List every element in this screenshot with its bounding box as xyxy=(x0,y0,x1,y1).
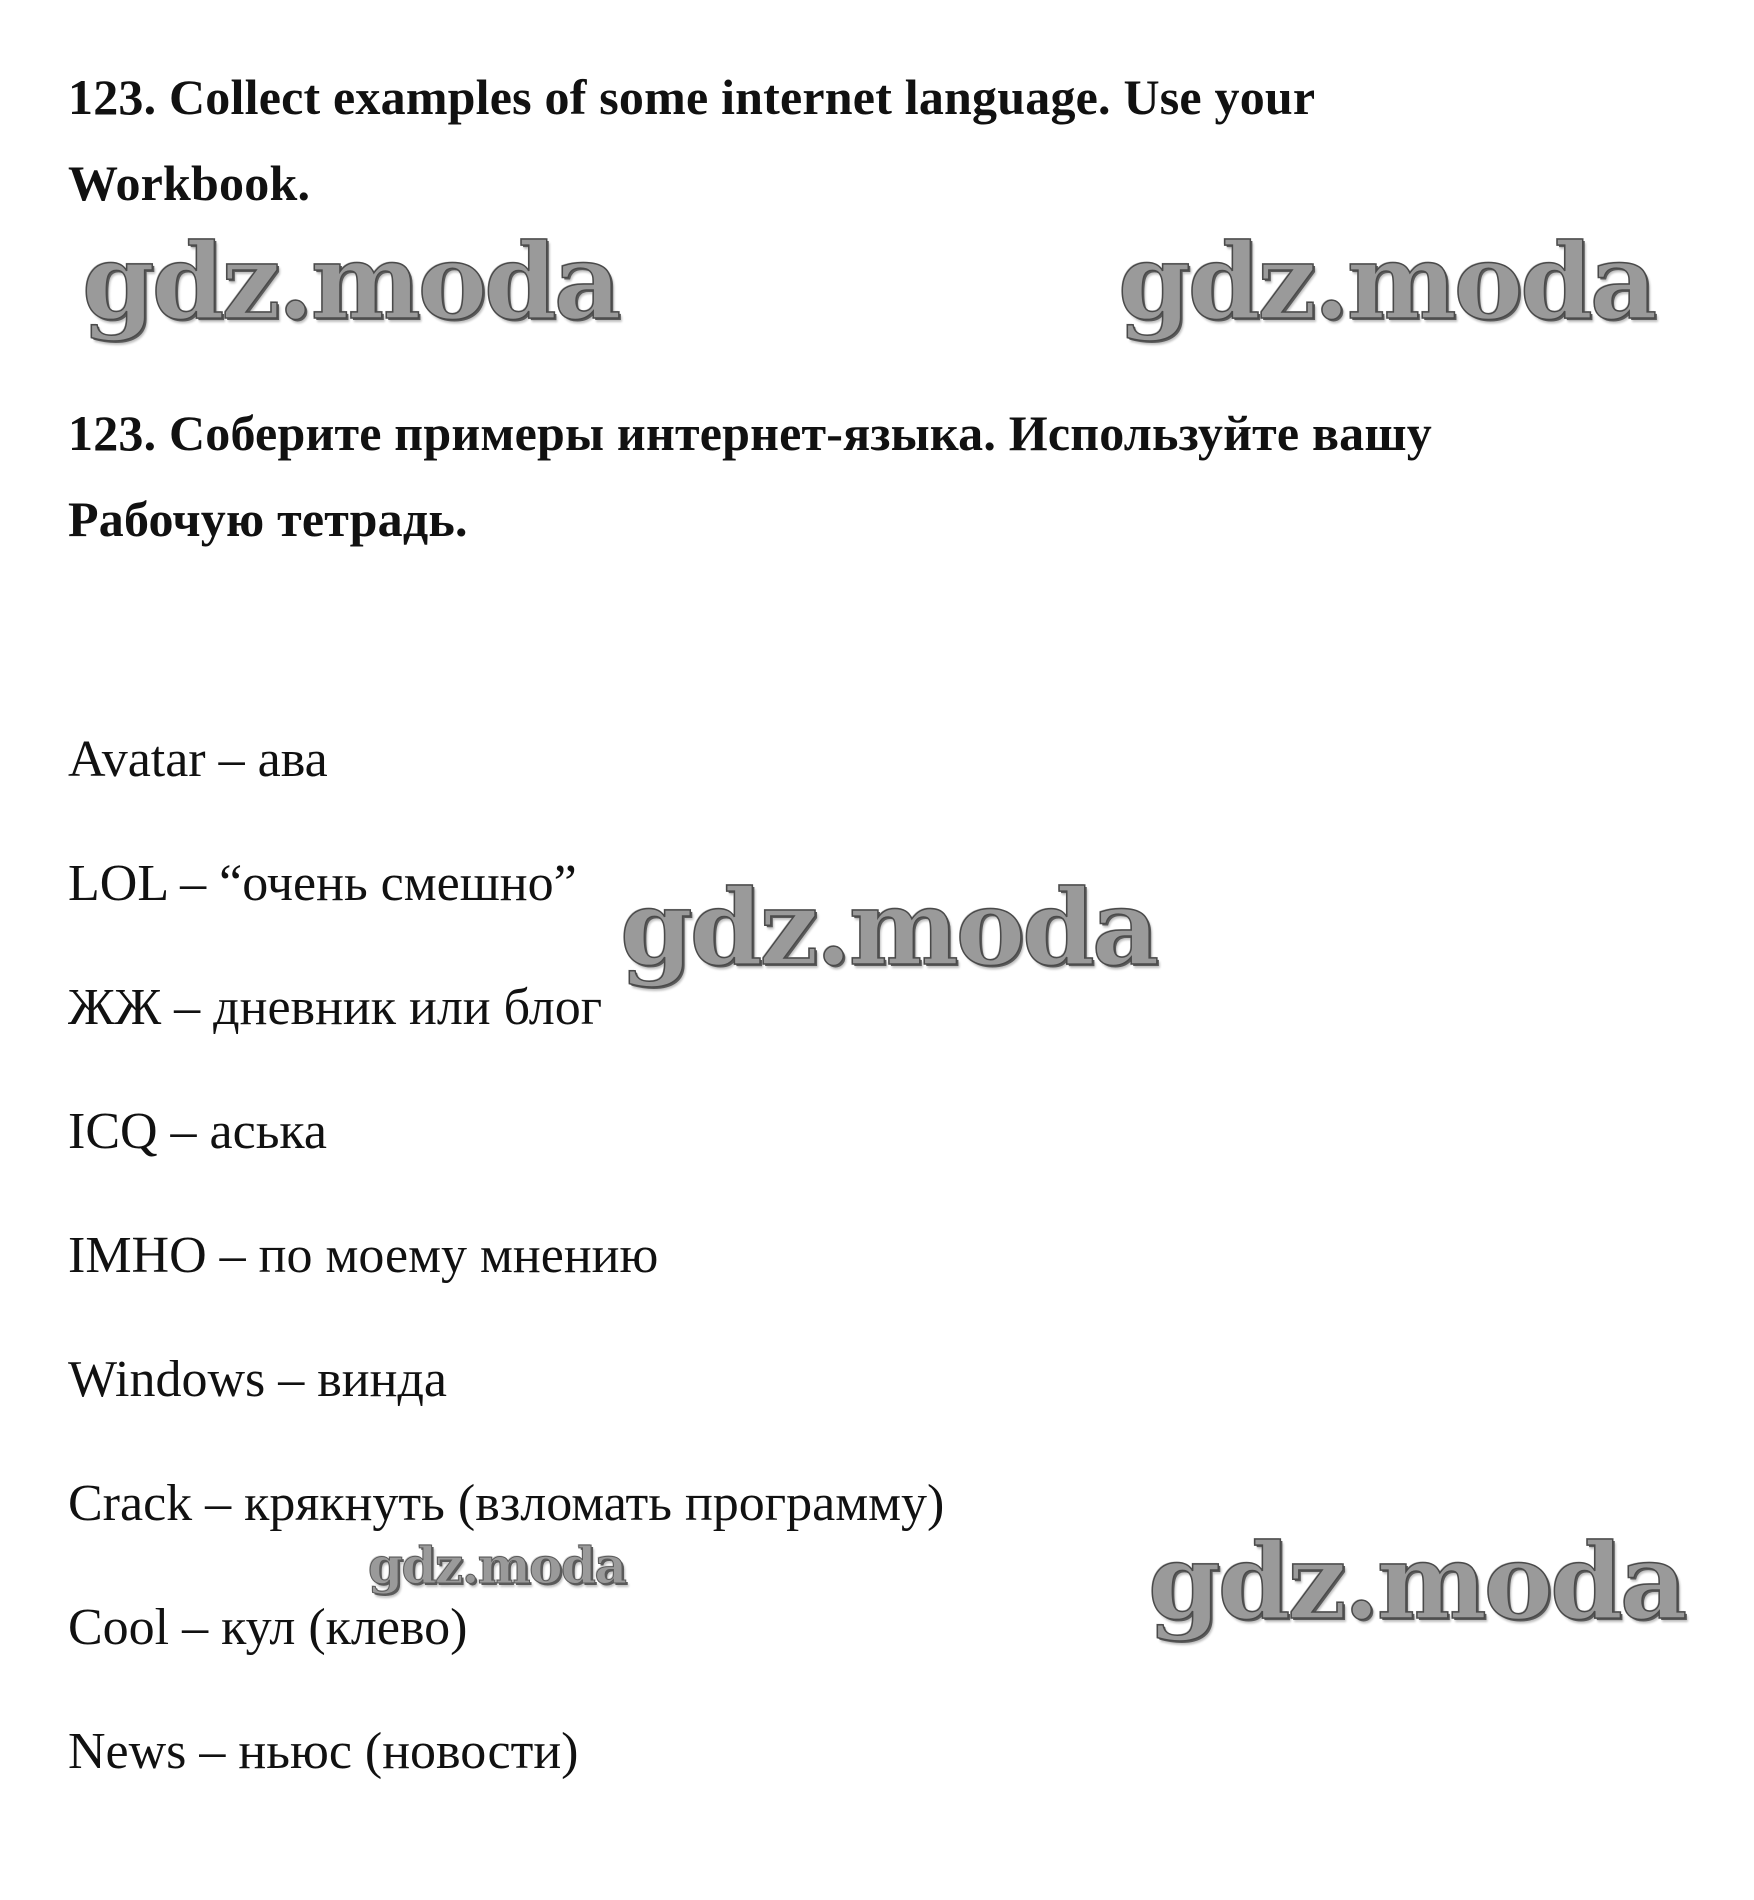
vocabulary-item: Windows – винда xyxy=(68,1351,447,1408)
watermark: gdz.moda xyxy=(368,1536,626,1595)
vocabulary-list xyxy=(68,720,944,1836)
task-english-line-2: Workbook. xyxy=(68,155,311,211)
vocabulary-item: IMHO – по моему мнению xyxy=(68,1227,659,1284)
task-english-line-1: 123. Collect examples of some internet language. Use your xyxy=(68,69,1316,125)
task-russian-line-1: 123. Соберите примеры интернет-языка. Используйте вашу xyxy=(68,405,1432,461)
vocabulary-item: News – ньюс (новости) xyxy=(68,1723,579,1780)
watermark: gdz.moda xyxy=(82,220,619,343)
vocabulary-item: LOL – “очень смешно” xyxy=(68,855,577,912)
task-english xyxy=(68,54,1668,226)
vocabulary-item: Crack – крякнуть (взломать программу) xyxy=(68,1475,945,1532)
vocabulary-item: ЖЖ – дневник или блог xyxy=(68,979,603,1036)
task-russian-line-2: Рабочую тетрадь. xyxy=(68,491,468,547)
watermark: gdz.moda xyxy=(1118,220,1655,343)
vocabulary-item: Avatar – ава xyxy=(68,731,328,788)
task-russian xyxy=(68,390,1668,562)
vocabulary-item: ICQ – аська xyxy=(68,1103,327,1160)
watermark: gdz.moda xyxy=(1148,1520,1685,1643)
vocabulary-item: Cool – кул (клево) xyxy=(68,1599,468,1656)
watermark: gdz.moda xyxy=(620,866,1157,989)
